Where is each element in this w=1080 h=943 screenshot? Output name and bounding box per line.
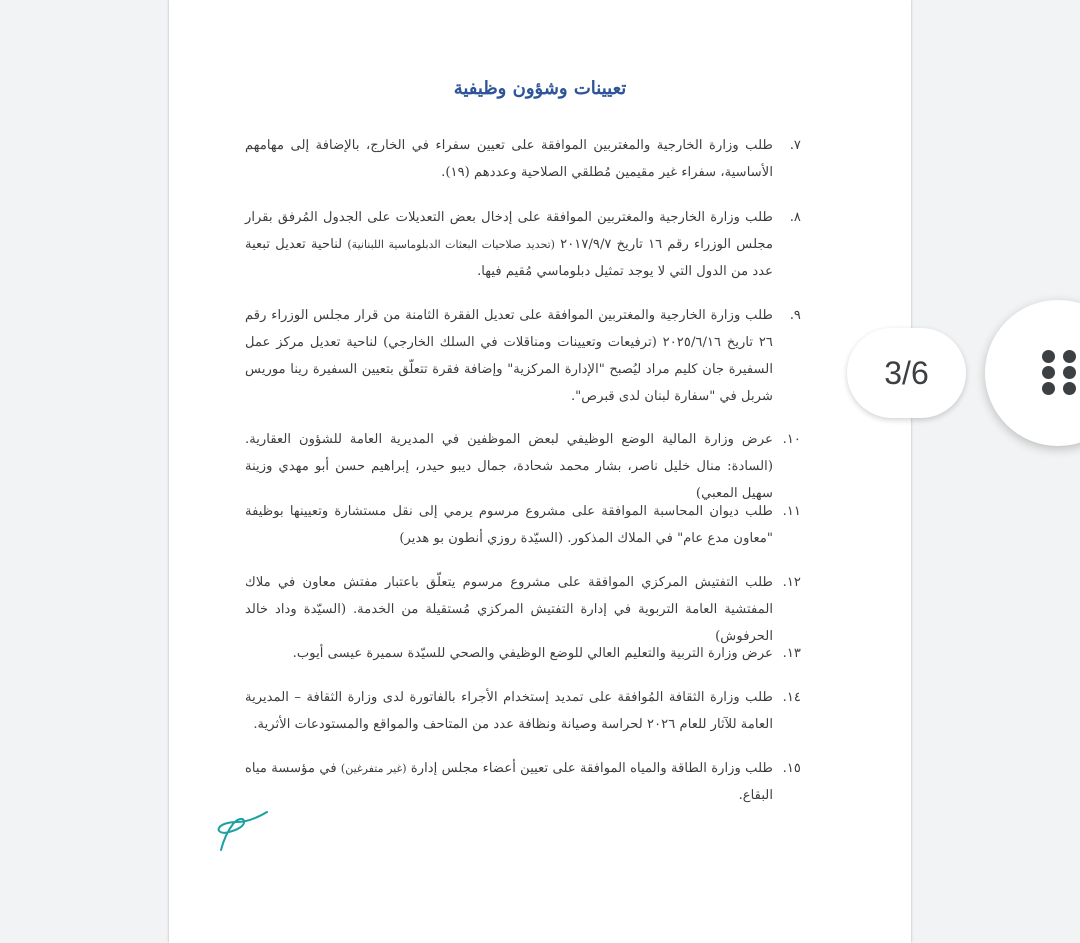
- item-number: ٩.: [789, 308, 801, 323]
- item-number: ١٣.: [782, 646, 801, 661]
- item-number: ١٢.: [782, 575, 801, 590]
- list-item: [245, 132, 801, 204]
- list-item: [245, 302, 801, 426]
- item-number: ١٥.: [782, 761, 801, 776]
- item-text: لناحية تعديل تبعية عدد من الدول التي لا يوجد تمثيل دبلوماسي مُقيم فيها.: [245, 237, 773, 279]
- item-text: طلب وزارة الخارجية والمغتربين الموافقة على تعيين سفراء في الخارج، بالإضافة إلى مهامهم الأساسية، سفراء غير مقيمين مُطلقي الصلاحية وعددهم (١٩).: [245, 138, 773, 180]
- item-text-note: (غير متفرغين): [340, 762, 407, 775]
- item-number: ٧.: [789, 138, 801, 153]
- dots-grid-icon: [1042, 350, 1076, 396]
- item-text: عرض وزارة المالية الوضع الوظيفي لبعض الموظفين في المديرية العامة للشؤون العقارية. (السادة: منال خليل ناصر، بشار محمد شحادة، جمال ديبو حيدر، إبراهيم حسن أبو مهدي وزينة سهيل المعبي): [245, 432, 773, 501]
- page-indicator: 3/6: [847, 328, 966, 418]
- item-number: ١١.: [782, 504, 801, 519]
- list-item: [245, 498, 801, 569]
- menu-button[interactable]: [985, 300, 1080, 446]
- item-text: عرض وزارة التربية والتعليم العالي للوضع الوظيفي والصحي للسيّدة سميرة عيسى أيوب.: [292, 646, 773, 661]
- signature-icon: [213, 808, 273, 852]
- items-list: [245, 132, 801, 815]
- item-number: ٨.: [789, 210, 801, 225]
- document-title: تعيينات وشؤون وظيفية: [453, 78, 627, 99]
- document-page: [169, 0, 911, 943]
- item-number: ١٠.: [782, 432, 801, 447]
- item-text: طلب وزارة الخارجية والمغتربين الموافقة على تعديل الفقرة الثامنة من قرار مجلس الوزراء رقم ٢٦ تاريخ ٢٠٢٥/٦/١٦ (ترفيعات وتعيينات ومناقلات في السلك الخارجي) لناحية تعديل مركز عمل السفيرة جان كليم مراد ليُصبح "الإدارة المركزية" وإضافة فقرة تتعلّق بتعيين السفيرة رينا موريس شربل في "سفارة لبنان لدى قبرص".: [245, 308, 773, 404]
- list-item: [245, 426, 801, 501]
- item-text: طلب وزارة الخارجية والمغتربين الموافقة على إدخال بعض التعديلات على الجدول المُرفق بقرار مجلس الوزراء رقم ١٦ تاريخ ٢٠١٧/٩/٧: [245, 210, 774, 252]
- list-item: [245, 684, 801, 755]
- list-item: [245, 755, 801, 815]
- item-text: طلب وزارة الطاقة والمياه الموافقة على تعيين أعضاء مجلس إدارة: [406, 761, 773, 776]
- item-text-note: (تحديد صلاحيات البعثات الدبلوماسية اللبنانية): [347, 238, 555, 251]
- item-text: طلب التفتيش المركزي الموافقة على مشروع مرسوم يتعلّق باعتبار مفتش معاون في ملاك المفتشية العامة التربوية في إدارة التفتيش المركزي مُستقيلة من الخدمة. (السيّدة وداد خالد الحرفوش): [245, 575, 773, 644]
- list-item: [245, 569, 801, 644]
- item-text: طلب ديوان المحاسبة الموافقة على مشروع مرسوم يرمي إلى نقل مستشارة وتعيينها بوظيفة "معاون مدع عام" في الملاك المذكور. (السيّدة روزي أنطون بو هدير): [245, 504, 773, 546]
- list-item: [245, 204, 801, 302]
- list-item: [245, 640, 801, 684]
- item-text: في مؤسسة مياه البقاع.: [245, 761, 773, 803]
- item-number: ١٤.: [782, 690, 801, 705]
- item-text: طلب وزارة الثقافة المُوافقة على تمديد إستخدام الأجراء بالفاتورة لدى وزارة الثقافة – المديرية العامة للآثار للعام ٢٠٢٦ لحراسة وصيانة ونظافة عدد من المتاحف والمواقع والمستودعات الأثرية.: [245, 690, 773, 732]
